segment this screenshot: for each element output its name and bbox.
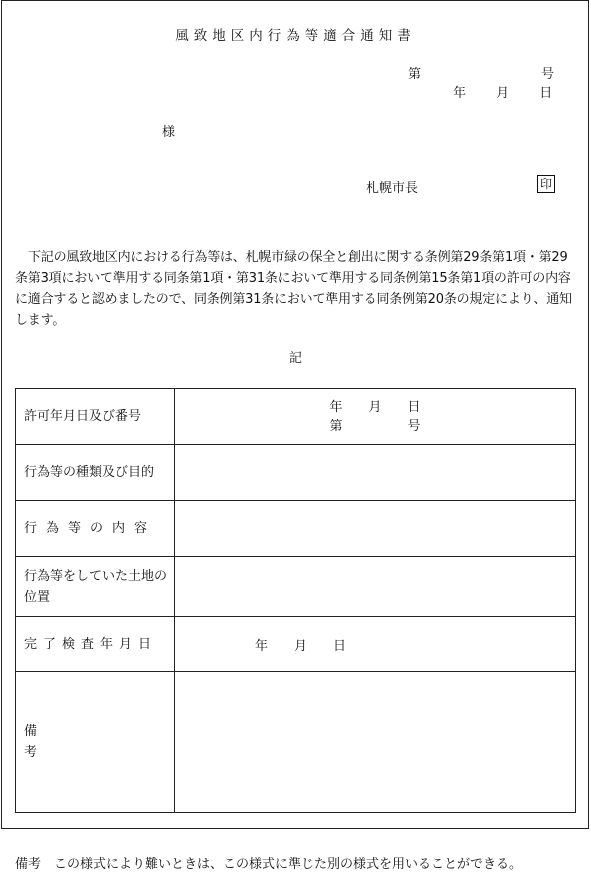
table-row [16,445,576,501]
footer-note: 備考 この様式により難いときは、この様式に準じた別の様式を用いることができる。 [15,857,523,872]
row-label-inspection-date [16,617,175,672]
row-label-content [16,501,175,557]
number-prefix: 第 [408,67,422,82]
document-title: 風致地区内行為等適合通知書 [175,28,416,44]
content-label-text [24,518,174,539]
row-value-type-purpose [175,445,576,501]
row-value-content [175,501,576,557]
row-label-location: 行為等をしていた土地の位置 [16,557,175,617]
seal-mark: 印 [537,175,555,193]
inspection-label: 完了検査年月日 [24,636,158,652]
body-paragraph: 下記の風致地区内における行為等は、札幌市緑の保全と創出に関する条例第29条第1項・第29条第3項において準用する同条第1項・第31条において準用する同条例第15条第1項の許可の内容に適合すると認めましたので、同条例第31条において準用する同条例第20条の規定により、通知します。 [15,250,572,328]
row-value-remarks [175,672,576,813]
addressee-suffix: 様 [162,125,176,140]
inspection-date-value: 年 月 日 [255,638,347,654]
table-row [16,617,576,672]
row-value-permit-date [175,389,576,445]
table-row [16,557,576,617]
ki-heading: 記 [288,351,302,366]
content-label: 行為等の内容 [24,521,157,536]
permit-number-value: 第 号 [329,418,421,434]
number-suffix: 号 [541,67,555,82]
remarks-label-wrap [24,721,174,763]
issuer-name: 札幌市長 [366,181,419,196]
issue-date: 年 月 日 [453,86,553,101]
row-value-location [175,557,576,617]
row-label-type-purpose: 行為等の種類及び目的 [16,445,175,501]
permit-date-value: 年 月 日 [329,399,421,415]
row-label-permit-date: 許可年月日及び番号 [16,389,175,445]
table-row [16,501,576,557]
table-row [16,672,576,813]
row-value-inspection-date [175,617,576,672]
table-row [16,389,576,445]
row-label-remarks [16,672,175,813]
remarks-label: 備考 [24,724,146,760]
details-table [15,388,576,813]
